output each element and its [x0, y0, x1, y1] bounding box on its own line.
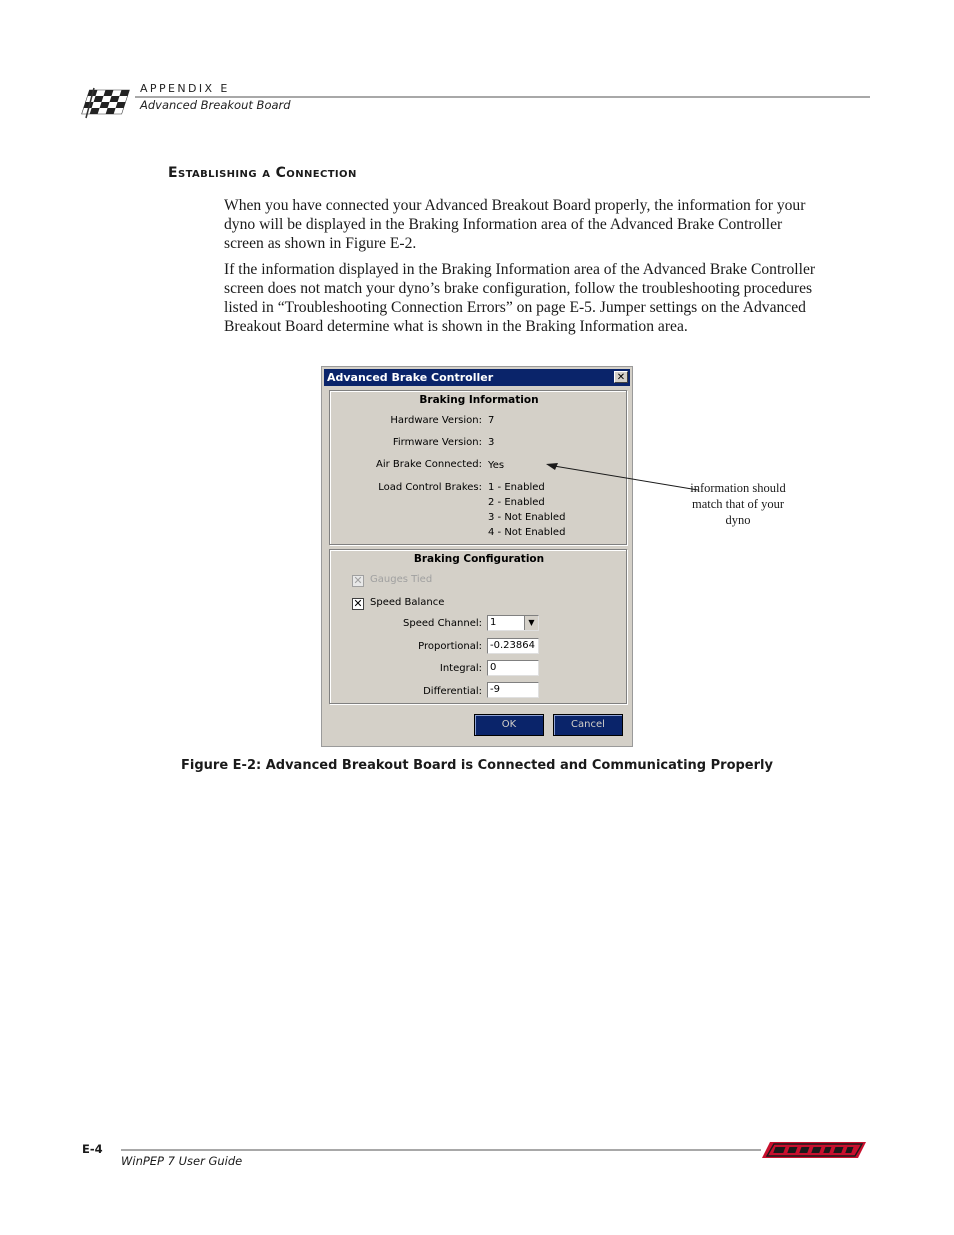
integral-input[interactable]: 0: [487, 660, 539, 676]
braking-information-title: Braking Information: [419, 394, 539, 406]
cancel-button[interactable]: Cancel: [553, 714, 623, 736]
figure-caption: Figure E-2: Advanced Breakout Board is Connected and Communicating Properly: [181, 758, 773, 773]
load-brake-2: 2 - Enabled: [488, 497, 545, 508]
load-control-brakes-label: Load Control Brakes:: [378, 482, 482, 493]
callout-note: information should match that of your dyno: [690, 481, 786, 527]
paragraph-1: When you have connected your Advanced Breakout Board properly, the information for your dyno will be displayed in the Braking Information area of the Advanced Brake Controller screen as shown in Figure E-2.: [224, 197, 806, 252]
braking-configuration-group: [329, 549, 627, 704]
speed-channel-value: 1: [490, 617, 497, 628]
speed-balance-checkbox[interactable]: ✕: [353, 597, 363, 610]
braking-configuration-title: Braking Configuration: [413, 553, 545, 565]
dialog-title: Advanced Brake Controller: [327, 371, 494, 384]
proportional-label: Proportional:: [418, 641, 482, 652]
load-brake-1: 1 - Enabled: [488, 482, 545, 493]
gauges-tied-label: Gauges Tied: [370, 574, 433, 585]
speed-balance-label: Speed Balance: [370, 597, 445, 608]
appendix-label: APPENDIX E: [140, 82, 230, 95]
paragraph-2: If the information displayed in the Braking Information area of the Advanced Brake Controller screen does not match your dyno’s brake configuration, follow the troubleshooting procedures listed in “Troubleshooting Connection Errors” on page E-5. Jumper settings on the Advanced Breakout Board determine what is shown in the Braking Information area.: [224, 261, 816, 335]
gauges-tied-checkbox[interactable]: ✕: [353, 574, 363, 587]
dialog-title-bar: [324, 369, 630, 386]
footer-rule: [121, 1149, 761, 1151]
hardware-version-label: Hardware Version:: [390, 415, 482, 426]
speed-channel-select[interactable]: [487, 615, 539, 631]
air-brake-label: Air Brake Connected:: [376, 459, 482, 470]
firmware-version-value: 3: [488, 437, 495, 448]
section-title: Establishing a Connection: [168, 165, 357, 181]
integral-label: Integral:: [439, 663, 482, 674]
chevron-down-icon[interactable]: ▼: [524, 616, 538, 630]
differential-input[interactable]: -9: [487, 682, 539, 698]
hardware-version-value: 7: [488, 415, 495, 426]
differential-label: Differential:: [423, 686, 482, 697]
firmware-version-label: Firmware Version:: [392, 437, 482, 448]
close-icon[interactable]: ✕: [614, 371, 628, 383]
checkered-flag-logo: [80, 76, 134, 120]
air-brake-value: Yes: [488, 460, 505, 471]
dynojet-logo: [762, 1140, 866, 1160]
proportional-input[interactable]: -0.23864: [487, 638, 539, 654]
chapter-subtitle: Advanced Breakout Board: [140, 98, 291, 112]
load-brake-4: 4 - Not Enabled: [488, 527, 566, 538]
load-brake-3: 3 - Not Enabled: [488, 512, 566, 523]
advanced-brake-controller-dialog: [321, 366, 633, 747]
guide-title: WinPEP 7 User Guide: [121, 1154, 243, 1168]
speed-channel-label: Speed Channel:: [403, 618, 482, 629]
page-number: E-4: [82, 1142, 103, 1156]
ok-button[interactable]: OK: [474, 714, 544, 736]
